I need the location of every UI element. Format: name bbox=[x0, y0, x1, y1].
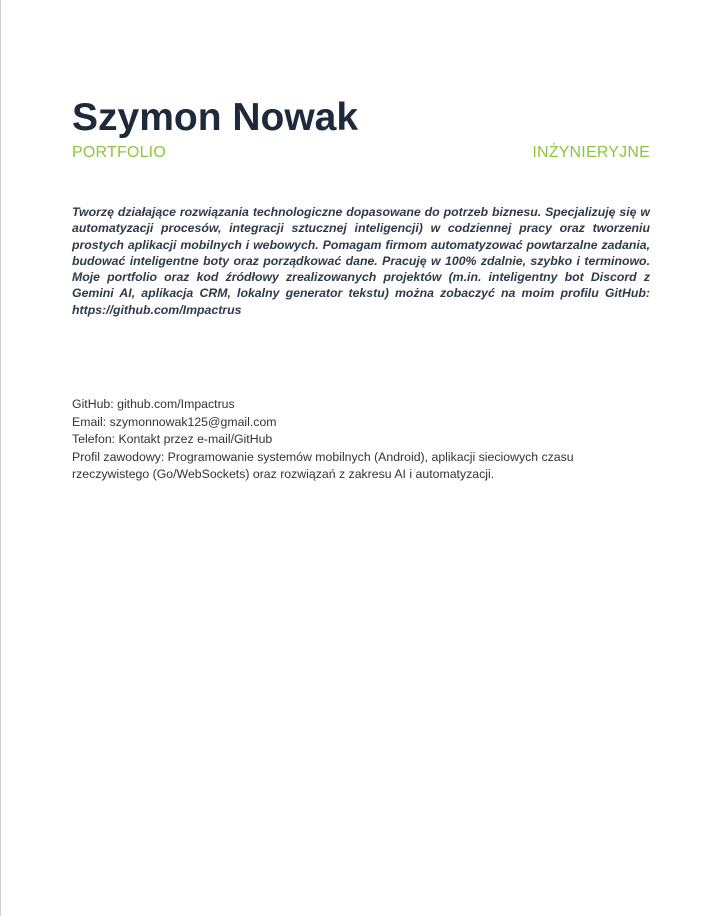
contact-profile-line-2: rzeczywistego (Go/WebSockets) oraz rozwiązań z zakresu AI i automatyzacji. bbox=[72, 467, 495, 482]
subtitle-row bbox=[72, 144, 650, 162]
intro-paragraph: Tworzę działające rozwiązania technologiczne dopasowane do potrzeb biznesu. Specjalizuję się w automatyzacji procesów, integracji sztucznej inteligencji) w codziennej pracy oraz tworzeniu prostych aplikacji mobilnych i webowych. Pomagam firmom automatyzować powtarzalne zadania, budować inteligentne boty oraz porządkować dane. Pracuję w 100% zdalnie, szybko i terminowo. Moje portfolio oraz kod źródłowy zrealizowanych projektów (m.in. inteligentny bot Discord z Gemini AI, aplikacja CRM, lokalny generator tekstu) można zobaczyć na moim profilu GitHub: https://github.com/Impactrus bbox=[72, 205, 650, 317]
contact-email: Email: szymonnowak125@gmail.com bbox=[72, 414, 277, 429]
subtitle-left: PORTFOLIO bbox=[72, 144, 166, 161]
contact-phone: Telefon: Kontakt przez e-mail/GitHub bbox=[72, 432, 273, 447]
page-left-border bbox=[0, 0, 1, 916]
contact-section bbox=[72, 396, 592, 484]
subtitle-right: INŻYNIERYJNE bbox=[532, 144, 650, 161]
contact-github: GitHub: github.com/Impactrus bbox=[72, 397, 235, 411]
contact-profile-line-1: Profil zawodowy: Programowanie systemów mobilnych (Android), aplikacji sieciowych czasu bbox=[72, 449, 574, 464]
page-title: Szymon Nowak bbox=[72, 96, 359, 139]
